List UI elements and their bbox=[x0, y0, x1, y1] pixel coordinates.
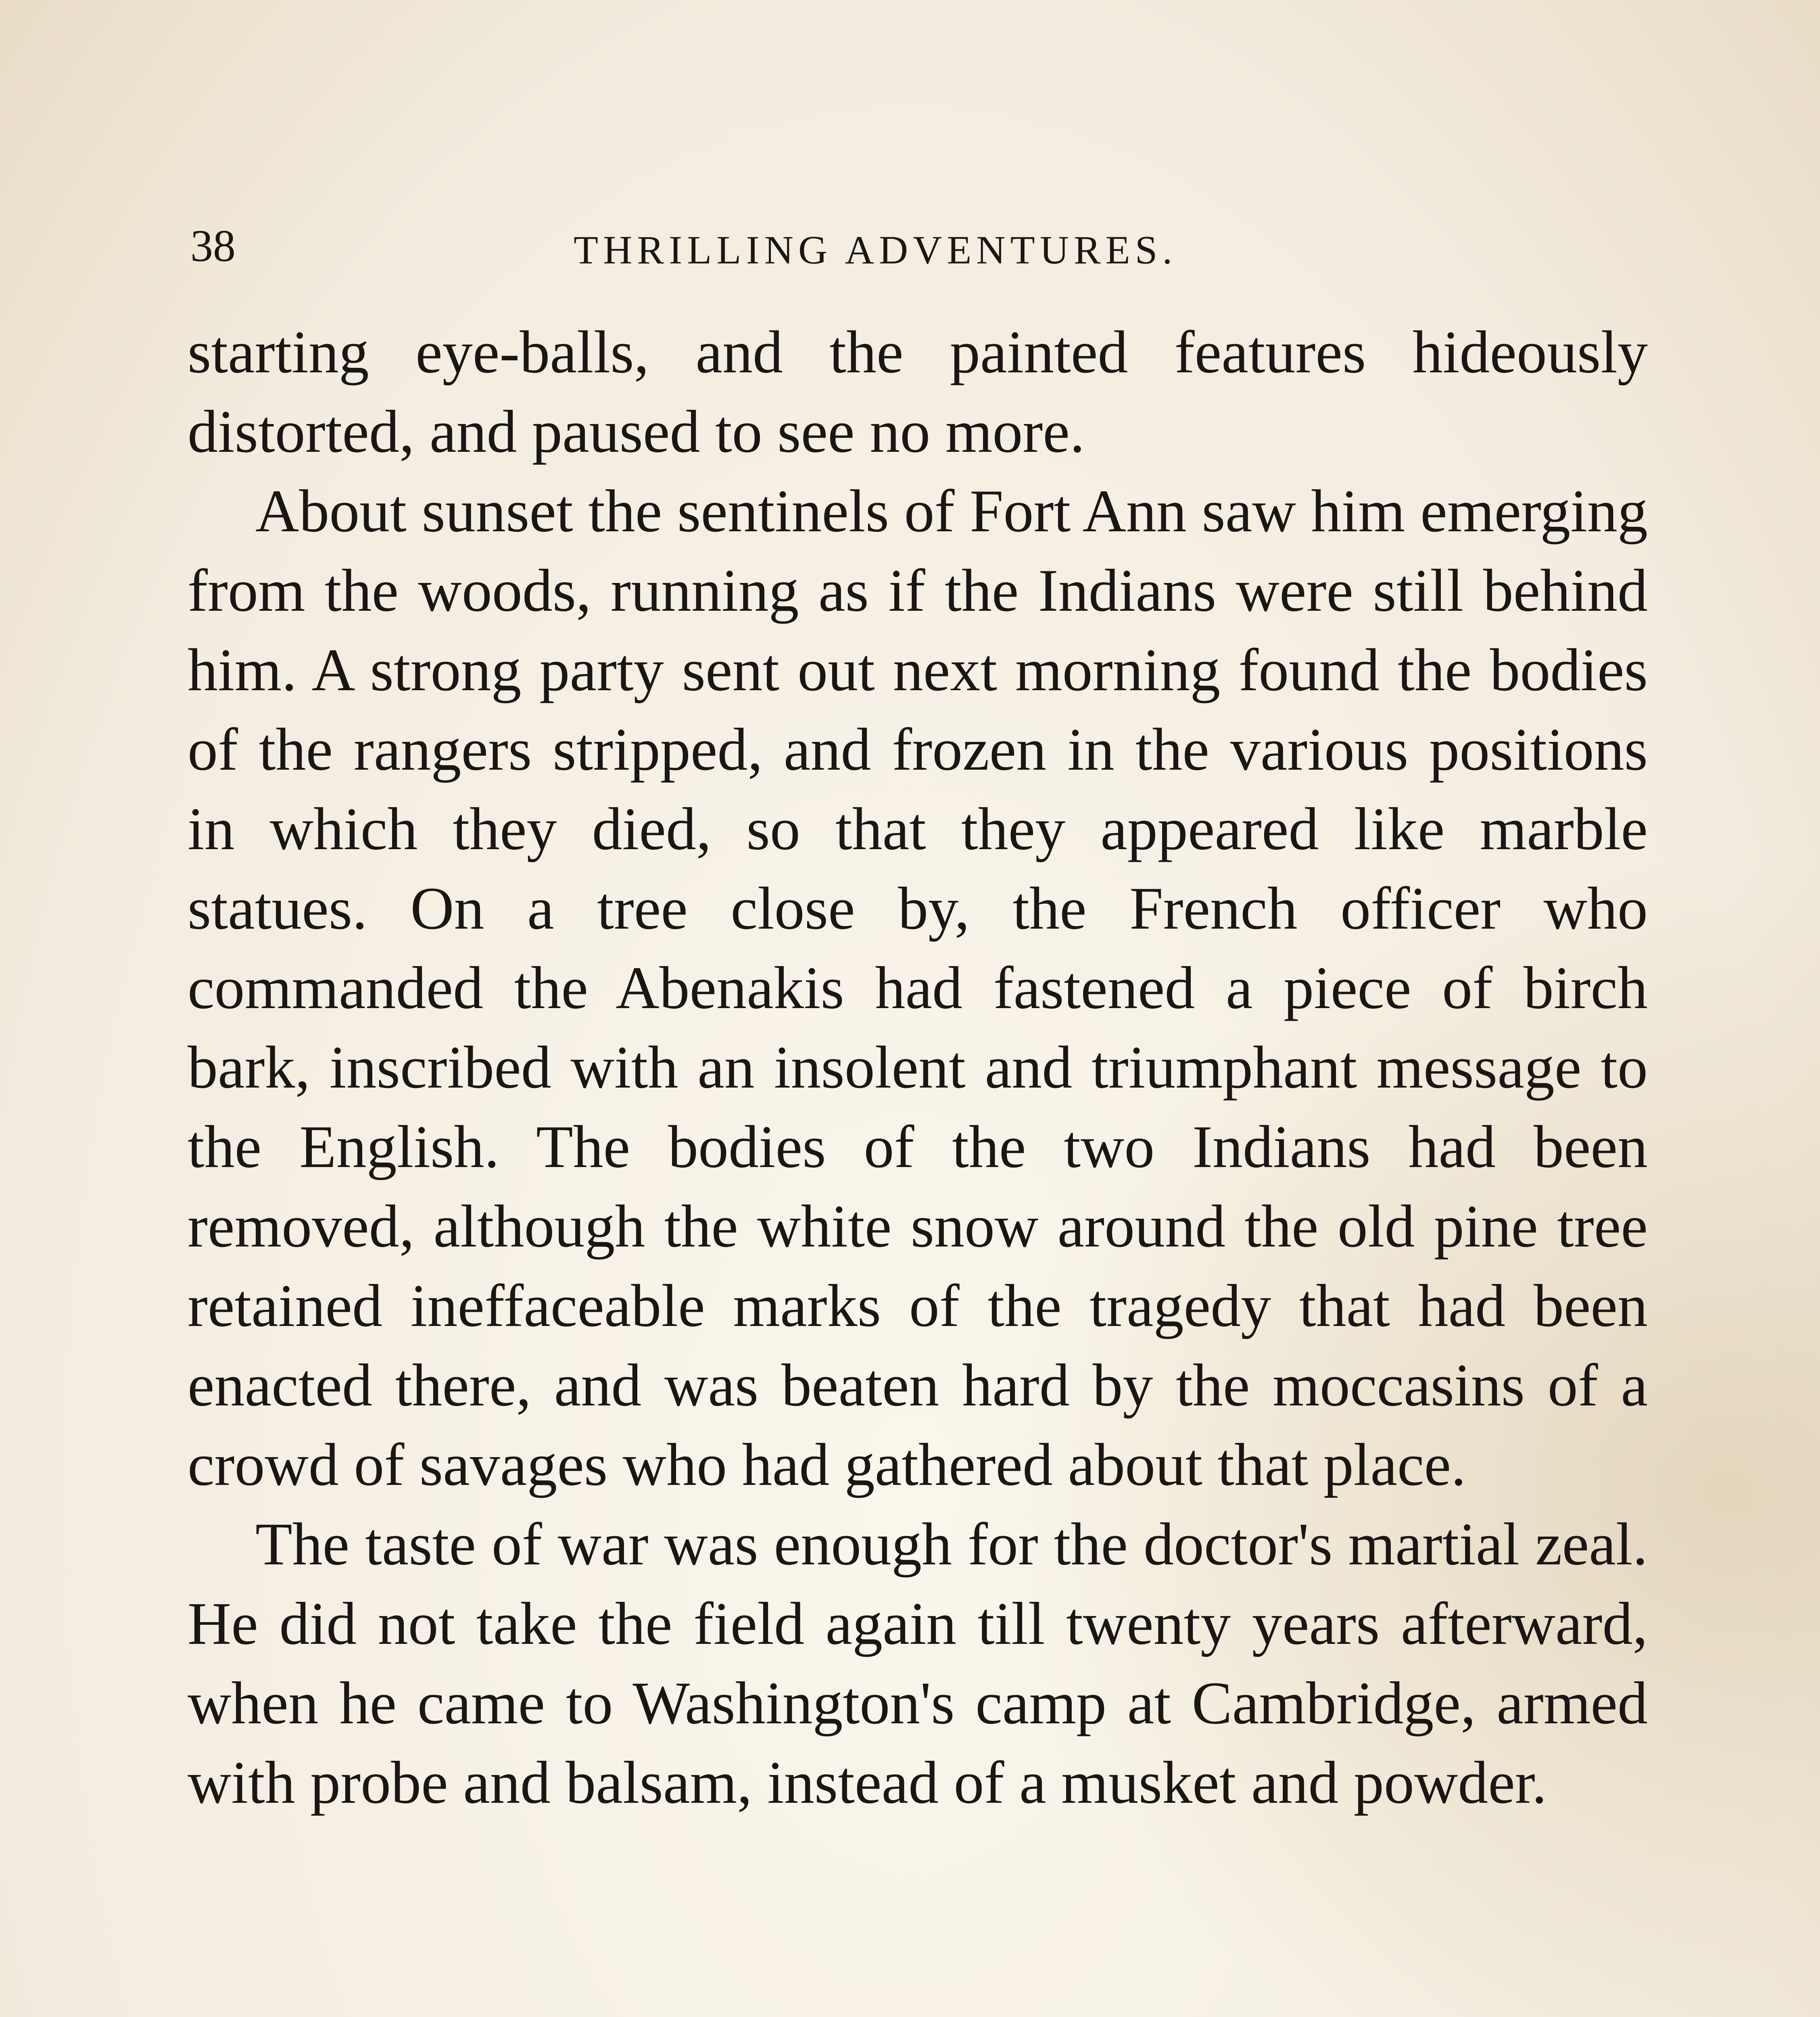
page-header bbox=[190, 218, 1651, 274]
paragraph-continuation: starting eye-balls, and the painted features hideously distorted, and paused to see no more. bbox=[188, 319, 1648, 465]
body-text bbox=[188, 313, 1648, 1823]
paragraph: The taste of war was enough for the doctor's martial zeal. He did not take the field again till twenty years afterward, when he came to Washington's camp at Cambridge, armed with probe and balsam, instead of a musket and powder. bbox=[188, 1511, 1648, 1816]
paragraph: About sunset the sentinels of Fort Ann saw him emerging from the woods, running as if the Indians were still behind him. A strong party sent out next morning found the bodies of the rangers stripped, and frozen in the various positions in which they died, so that they appeared like marble statues. On a tree close by, the French officer who commanded the Abenakis had fastened a piece of birch bark, inscribed with an insolent and triumphant message to the English. The bodies of the two Indians had been removed, although the white snow around the old pine tree retained ineffaceable marks of the tragedy that had been enacted there, and was beaten hard by the moccasins of a crowd of savages who had gathered about that place. bbox=[188, 478, 1648, 1498]
page-number: 38 bbox=[190, 221, 236, 271]
running-title: THRILLING ADVENTURES. bbox=[574, 228, 1177, 272]
